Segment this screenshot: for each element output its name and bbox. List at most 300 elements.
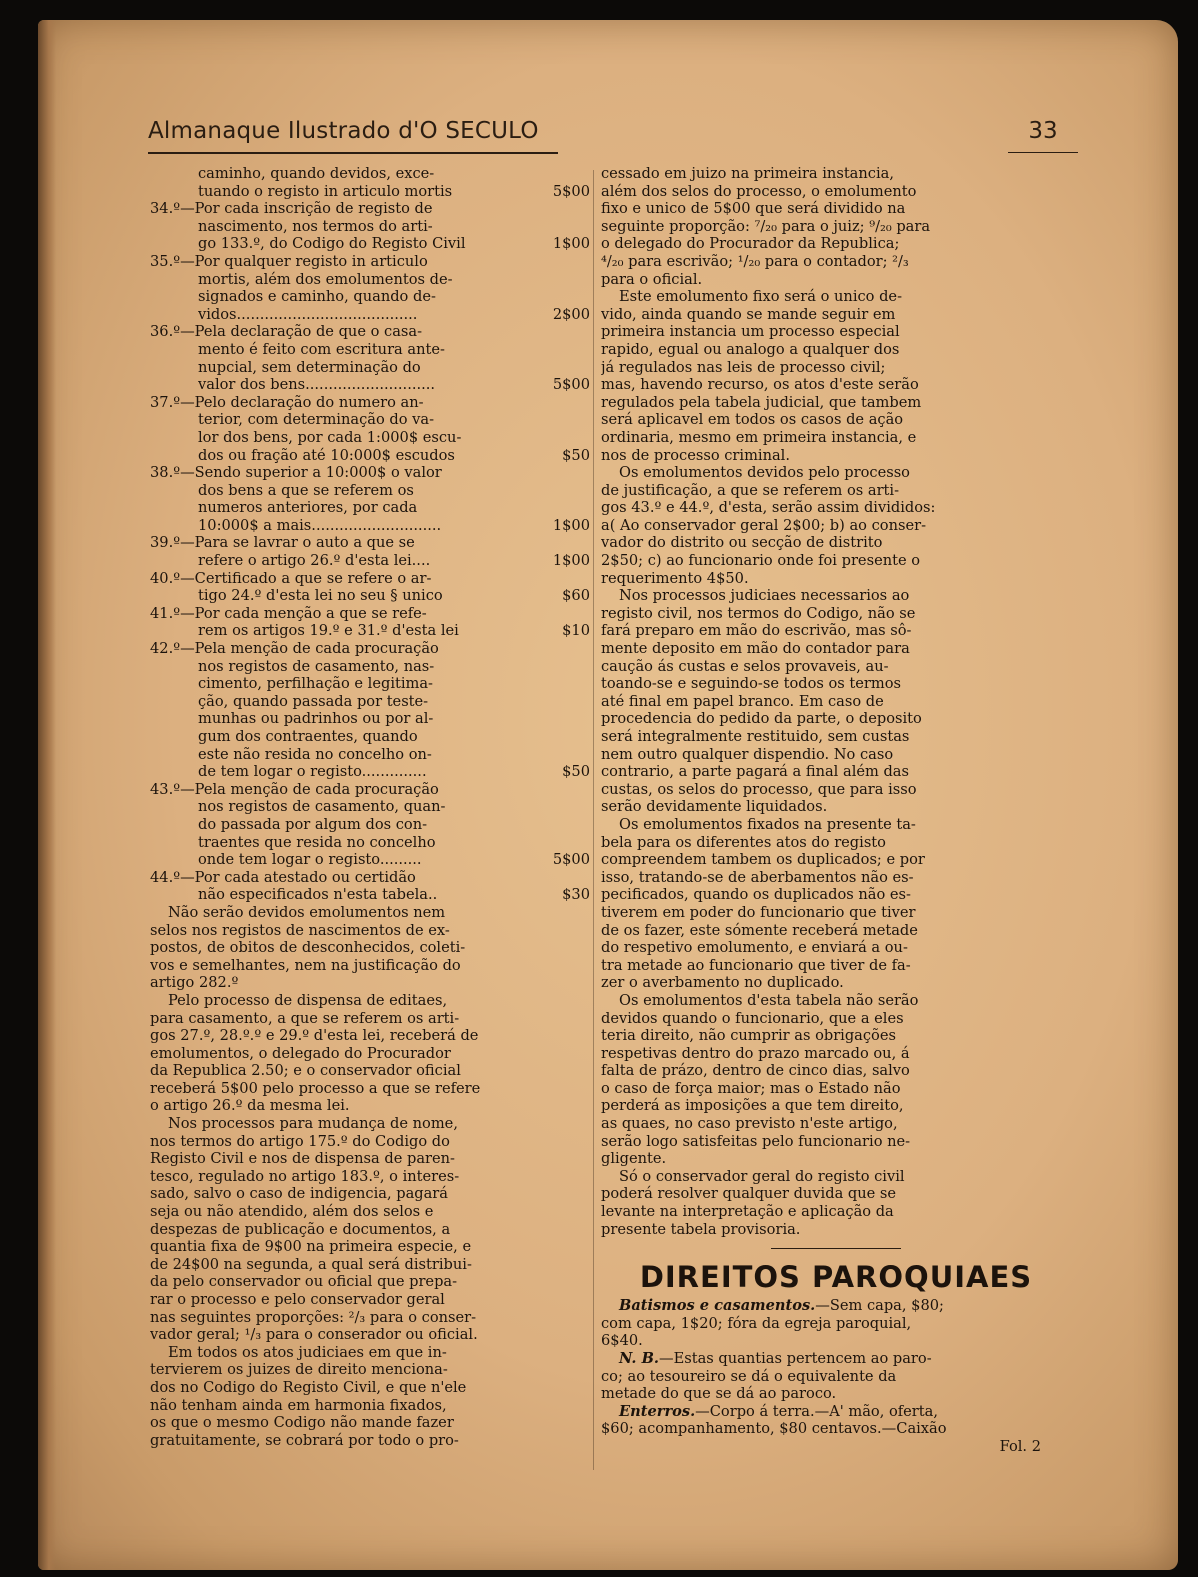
line-price: 2$00 [552, 305, 590, 323]
line-text: caução ás custas e selos provaveis, au- [601, 657, 889, 675]
text-line [150, 658, 590, 676]
line-text: gligente. [601, 1150, 667, 1168]
text-line [601, 1150, 1071, 1168]
text-line [150, 1097, 590, 1115]
text-line [150, 306, 590, 324]
line-text: $60; acompanhamento, $80 centavos.—Caixão [601, 1420, 947, 1438]
line-text: 34.º—Por cada inscrição de registo de [150, 200, 433, 218]
line-text: vidos....................................... [198, 305, 418, 323]
line-text: mente deposito em mão do contador para [601, 640, 910, 658]
line-text: requerimento 4$50. [601, 569, 749, 587]
text-line [150, 922, 590, 940]
line-text: fixo e unico de 5$00 que será dividido na [601, 200, 906, 218]
line-text: Em todos os atos judiciaes em que in- [168, 1343, 447, 1361]
line-text: as quaes, no caso previsto n'este artigo, [601, 1115, 898, 1133]
text-line [150, 1133, 590, 1151]
line-price: $50 [562, 446, 590, 464]
line-text: 2$50; c) ao funcionario onde foi presente o [601, 552, 921, 570]
line-text: 36.º—Pela declaração de que o casa- [150, 323, 423, 341]
line-text: de os fazer, este sómente receberá metade [601, 921, 918, 939]
text-line [601, 411, 1071, 429]
text-line [150, 904, 590, 922]
line-text: 39.º—Para se lavrar o auto a que se [150, 534, 415, 552]
line-text: refere o artigo 26.º d'esta lei.... [198, 552, 431, 570]
line-text: Os emolumentos d'esta tabela não serão [619, 991, 919, 1009]
text-line [150, 834, 590, 852]
line-text: co; ao tesoureiro se dá o equivalente da [601, 1367, 897, 1385]
line-text: poderá resolver qualquer duvida que se [601, 1185, 897, 1203]
text-line [601, 640, 1071, 658]
right-column-text [601, 165, 1071, 1238]
line-price: 5$00 [552, 851, 590, 869]
text-line [601, 1080, 1071, 1098]
text-line [601, 235, 1071, 253]
text-line [150, 341, 590, 359]
line-text: nascimento, nos termos do arti- [198, 217, 433, 235]
text-line [601, 323, 1071, 341]
line-text: 6$40. [601, 1332, 643, 1350]
text-line [601, 922, 1071, 940]
text-line [150, 1397, 590, 1415]
text-line [601, 992, 1071, 1010]
line-text: postos, de obitos de desconhecidos, coleti- [150, 939, 466, 957]
line-text: 40.º—Certificado a que se refere o ar- [150, 569, 432, 587]
text-line [601, 341, 1071, 359]
text-line [150, 869, 590, 887]
text-line [601, 1385, 1071, 1403]
text-line [150, 165, 590, 183]
line-text: 35.º—Por qualquer registo in articulo [150, 252, 428, 270]
text-line [601, 306, 1071, 324]
line-text: vador do distrito ou secção de distrito [601, 534, 883, 552]
line-text: Registo Civil e nos de dispensa de paren- [150, 1150, 455, 1168]
line-text: ção, quando passada por teste- [198, 692, 429, 710]
text-line [150, 1432, 590, 1450]
text-line [601, 763, 1071, 781]
line-text: da Republica 2.50; e o conservador oficial [150, 1062, 461, 1080]
line-text: munhas ou padrinhos ou por al- [198, 710, 434, 728]
line-text: este não resida no concelho on- [198, 745, 432, 763]
line-text: seja ou não atendido, além dos selos e [150, 1203, 434, 1221]
line-price: 1$00 [552, 552, 590, 570]
line-text: rem os artigos 19.º e 31.º d'esta lei [198, 622, 459, 640]
text-line [150, 939, 590, 957]
line-text: perderá as imposições a que tem direito, [601, 1097, 904, 1115]
line-text: falta de prázo, dentro de cinco dias, salvo [601, 1062, 910, 1080]
text-line [150, 746, 590, 764]
text-line [601, 1368, 1071, 1386]
line-price: 5$00 [552, 182, 590, 200]
line-price: $60 [562, 587, 590, 605]
text-line [601, 165, 1071, 183]
line-text: quantia fixa de 9$00 na primeira especie, e [150, 1238, 472, 1256]
line-text: tiverem em poder do funcionario que tiver [601, 903, 916, 921]
text-line [601, 957, 1071, 975]
text-line [601, 904, 1071, 922]
text-line [150, 640, 590, 658]
line-price: 1$00 [552, 516, 590, 534]
text-line [150, 1379, 590, 1397]
line-text: compreendem tambem os duplicados; e por [601, 851, 925, 869]
text-line [150, 1344, 590, 1362]
line-text: os que o mesmo Codigo não mande fazer [150, 1414, 454, 1432]
line-text: tervierem os juizes de direito menciona- [150, 1361, 448, 1379]
line-text: não tenham ainda em harmonia fixados, [150, 1396, 447, 1414]
line-text: vos e semelhantes, nem na justificação do [150, 956, 461, 974]
line-text: sado, salvo o caso de indigencia, pagará [150, 1185, 448, 1203]
text-line [601, 288, 1071, 306]
line-lead: N. B. [619, 1350, 659, 1367]
text-line [601, 1403, 1071, 1421]
page [38, 20, 1178, 1570]
text-line [601, 271, 1071, 289]
book-spine [38, 20, 56, 1570]
line-text: nos registos de casamento, nas- [198, 657, 435, 675]
text-line [601, 1168, 1071, 1186]
line-text: toando-se e seguindo-se todos os termos [601, 675, 902, 693]
text-line [601, 1221, 1071, 1239]
line-lead: Enterros. [619, 1402, 696, 1420]
line-text: levante na interpretação e aplicação da [601, 1203, 894, 1221]
text-line [601, 376, 1071, 394]
line-text: onde tem logar o registo......... [198, 851, 422, 869]
text-line [601, 499, 1071, 517]
line-text: artigo 282.º [150, 974, 239, 992]
text-line [150, 235, 590, 253]
text-line [150, 1115, 590, 1133]
line-text: isso, tratando-se de aberbamentos não es- [601, 868, 914, 886]
text-line [150, 447, 590, 465]
text-line [601, 798, 1071, 816]
text-line [150, 886, 590, 904]
page-number: 33 [1028, 118, 1058, 144]
text-line [150, 992, 590, 1010]
line-text: não especificados n'esta tabela.. [198, 886, 438, 904]
text-line [601, 1133, 1071, 1151]
text-line [150, 781, 590, 799]
text-line [601, 1097, 1071, 1115]
line-text: mento é feito com escritura ante- [198, 340, 445, 358]
line-text: de justificação, a que se referem os arti- [601, 481, 900, 499]
text-line [150, 1326, 590, 1344]
text-line [601, 447, 1071, 465]
text-line [601, 869, 1071, 887]
line-price: 5$00 [552, 376, 590, 394]
line-text: será aplicavel em todos os casos de ação [601, 411, 904, 429]
line-text [601, 1297, 1071, 1315]
text-line [601, 359, 1071, 377]
line-text: será integralmente restituido, sem custas [601, 728, 910, 745]
text-line [150, 957, 590, 975]
line-text: do respetivo emolumento, e enviará a ou- [601, 939, 908, 957]
line-text: traentes que resida no concelho [198, 833, 436, 851]
text-line [601, 1045, 1071, 1063]
line-text: ordinaria, mesmo em primeira instancia, e [601, 428, 917, 446]
text-line [150, 1150, 590, 1168]
text-line [601, 218, 1071, 236]
text-line [601, 1115, 1071, 1133]
text-line [150, 728, 590, 746]
text-line [150, 534, 590, 552]
line-text: nos de processo criminal. [601, 446, 790, 464]
text-line [150, 464, 590, 482]
text-line [150, 693, 590, 711]
text-line [601, 939, 1071, 957]
text-line [150, 429, 590, 447]
line-text: o artigo 26.º da mesma lei. [150, 1097, 350, 1115]
line-rest: —Sem capa, $80; [815, 1297, 944, 1315]
line-text: lor dos bens, por cada 1:000$ escu- [198, 428, 462, 446]
text-line [150, 1080, 590, 1098]
text-line [150, 1361, 590, 1379]
folio-mark: Fol. 2 [999, 1437, 1041, 1455]
line-text: custas, os selos do processo, que para isso [601, 780, 917, 798]
text-line [150, 710, 590, 728]
line-text: Não serão devidos emolumentos nem [168, 903, 446, 921]
text-line [601, 1185, 1071, 1203]
line-text: tuando o registo in articulo mortis [198, 182, 453, 200]
line-text: dos bens a que se referem os [198, 481, 414, 499]
section-title: DIREITOS PAROQUIAES [639, 1260, 1033, 1295]
line-text: 41.º—Por cada menção a que se refe- [150, 604, 427, 622]
text-line [150, 675, 590, 693]
line-text: além dos selos do processo, o emolumento [601, 182, 917, 200]
text-line [601, 183, 1071, 201]
line-text: bela para os diferentes atos do registo [601, 833, 886, 851]
text-line [150, 499, 590, 517]
line-text: 43.º—Pela menção de cada procuração [150, 780, 439, 798]
line-text: com capa, 1$20; fóra da egreja paroquial, [601, 1314, 912, 1332]
line-text: de 24$00 na segunda, a qual será distribui- [150, 1255, 472, 1273]
line-text: gratuitamente, se cobrará por todo o pro- [150, 1431, 459, 1449]
text-line [601, 429, 1071, 447]
text-line [601, 1332, 1071, 1350]
text-line [150, 816, 590, 834]
text-line [150, 359, 590, 377]
line-text: Os emolumentos devidos pelo processo [619, 464, 910, 482]
line-text: gum dos contraentes, quando [198, 728, 418, 745]
text-line [601, 253, 1071, 271]
text-line [150, 1168, 590, 1186]
line-text: gos 43.º e 44.º, d'esta, serão assim divididos: [601, 499, 936, 517]
text-line [601, 622, 1071, 640]
line-text: dos ou fração até 10:000$ escudos [198, 446, 455, 464]
line-text: fará preparo em mão do escrivão, mas sô- [601, 622, 912, 640]
text-line [601, 675, 1071, 693]
line-text: de tem logar o registo.............. [198, 763, 427, 781]
line-text: contrario, a parte pagará a final além das [601, 763, 910, 781]
line-text: emolumentos, o delegado do Procurador [150, 1044, 451, 1062]
text-line [601, 1062, 1071, 1080]
line-text: teria direito, não cumprir as obrigações [601, 1027, 896, 1045]
line-text: o caso de força maior; mas o Estado não [601, 1079, 901, 1097]
line-text: mas, havendo recurso, os atos d'este serão [601, 376, 919, 394]
line-text: signados e caminho, quando de- [198, 288, 436, 306]
left-column [150, 165, 590, 1449]
line-text: go 133.º, do Codigo do Registo Civil [198, 235, 466, 253]
text-line [150, 394, 590, 412]
text-line [601, 851, 1071, 869]
line-text: presente tabela provisoria. [601, 1220, 801, 1238]
text-line [150, 482, 590, 500]
text-line [601, 834, 1071, 852]
line-text: a( Ao conservador geral 2$00; b) ao conser- [601, 516, 926, 534]
line-text: nem outro qualquer dispendio. No caso [601, 745, 894, 763]
line-text: nas seguintes proporções: ²/₃ para o conser- [150, 1308, 477, 1326]
line-text: despezas de publicação e documentos, a [150, 1220, 451, 1238]
text-line [150, 183, 590, 201]
text-line [601, 710, 1071, 728]
text-line [601, 482, 1071, 500]
text-line [150, 622, 590, 640]
text-line [150, 1010, 590, 1028]
line-text: tigo 24.º d'esta lei no seu § unico [198, 587, 443, 605]
line-text: numeros anteriores, por cada [198, 499, 418, 517]
text-line [150, 517, 590, 535]
text-line [601, 552, 1071, 570]
line-text: caminho, quando devidos, exce- [198, 165, 435, 182]
text-line [601, 570, 1071, 588]
line-text: para casamento, a que se referem os arti- [150, 1009, 460, 1027]
line-text: do passada por algum dos con- [198, 815, 428, 833]
text-line [150, 552, 590, 570]
line-text: tra metade ao funcionario que tiver de fa- [601, 956, 911, 974]
running-header [148, 118, 1078, 158]
line-lead: Batismos e casamentos. [619, 1297, 816, 1315]
line-text: vador geral; ¹/₃ para o conserador ou oficial. [150, 1326, 478, 1344]
line-text: até final em papel branco. Em caso de [601, 692, 884, 710]
line-text: 38.º—Sendo superior a 10:000$ o valor [150, 464, 442, 482]
text-line [150, 1256, 590, 1274]
line-text: Só o conservador geral do registo civil [619, 1167, 905, 1185]
text-line [601, 658, 1071, 676]
line-text: rapido, egual ou analogo a qualquer dos [601, 340, 900, 358]
line-text: nos registos de casamento, quan- [198, 798, 446, 816]
text-line [601, 1203, 1071, 1221]
text-line [150, 763, 590, 781]
line-text: nos termos do artigo 175.º do Codigo do [150, 1132, 450, 1150]
line-text: primeira instancia um processo especial [601, 323, 900, 341]
line-text: Nos processos para mudança de nome, [168, 1115, 458, 1133]
text-line [150, 587, 590, 605]
line-text: para o oficial. [601, 270, 703, 288]
section-rule [771, 1248, 901, 1249]
text-line [601, 816, 1071, 834]
text-line [150, 798, 590, 816]
line-text: respetivas dentro do prazo marcado ou, á [601, 1044, 910, 1062]
line-text: vido, ainda quando se mande seguir em [601, 305, 896, 323]
text-line [150, 1045, 590, 1063]
text-line [150, 570, 590, 588]
line-text: Os emolumentos fixados na presente ta- [619, 815, 916, 833]
text-line [601, 587, 1071, 605]
line-text: 37.º—Pelo declaração do numero an- [150, 393, 424, 411]
line-text: 42.º—Pela menção de cada procuração [150, 640, 439, 658]
line-text [601, 1350, 1071, 1368]
line-text: nupcial, sem determinação do [198, 358, 421, 376]
text-line [150, 1185, 590, 1203]
line-text: 10:000$ a mais............................ [198, 516, 442, 534]
text-line [150, 218, 590, 236]
line-text: Pelo processo de dispensa de editaes, [168, 991, 448, 1009]
line-text: zer o averbamento no duplicado. [601, 974, 844, 992]
line-text: cessado em juizo na primeira instancia, [601, 165, 894, 182]
text-line [150, 200, 590, 218]
line-text: gos 27.º, 28.º.º e 29.º d'esta lei, receberá de [150, 1027, 479, 1045]
line-text: Nos processos judiciaes necessarios ao [619, 587, 910, 605]
line-rest: —Estas quantias pertencem ao paro- [658, 1350, 932, 1367]
line-text: registo civil, nos termos do Codigo, não se [601, 604, 916, 622]
line-text: terior, com determinação do va- [198, 411, 435, 429]
line-text: ⁴/₂₀ para escrivão; ¹/₂₀ para o contador; ²/₃ [601, 252, 909, 270]
line-text: serão logo satisfeitas pelo funcionario ne- [601, 1132, 911, 1150]
line-text: seguinte proporção: ⁷/₂₀ para o juiz; ⁹/₂₀ para [601, 217, 931, 235]
text-line [150, 253, 590, 271]
line-price: 1$00 [552, 235, 590, 253]
text-line [601, 1010, 1071, 1028]
text-line [150, 974, 590, 992]
text-line [601, 464, 1071, 482]
text-line [150, 1414, 590, 1432]
line-text: pecificados, quando os duplicados não es- [601, 886, 911, 904]
text-line [601, 693, 1071, 711]
column-divider [593, 170, 594, 1470]
line-text: receberá 5$00 pelo processo a que se refere [150, 1079, 481, 1097]
line-text: Este emolumento fixo será o unico de- [619, 288, 903, 306]
line-text: valor dos bens............................ [198, 376, 436, 394]
text-line [601, 1027, 1071, 1045]
text-line [601, 534, 1071, 552]
text-line [150, 288, 590, 306]
text-line [601, 1420, 1071, 1438]
line-text: selos nos registos de nascimentos de ex- [150, 921, 450, 939]
text-line [150, 1309, 590, 1327]
text-line [150, 851, 590, 869]
text-line [601, 746, 1071, 764]
text-line [150, 1238, 590, 1256]
text-line [150, 1291, 590, 1309]
text-line [601, 200, 1071, 218]
line-text: mortis, além dos emolumentos de- [198, 270, 453, 288]
line-text: serão devidamente liquidados. [601, 798, 828, 816]
text-line [150, 1027, 590, 1045]
line-rest: —Corpo á terra.—A' mão, oferta, [695, 1402, 938, 1420]
text-line [150, 271, 590, 289]
text-line [150, 605, 590, 623]
line-price: $10 [562, 622, 590, 640]
text-line [150, 411, 590, 429]
line-text: 44.º—Por cada atestado ou certidão [150, 868, 416, 886]
line-text [601, 1403, 1071, 1421]
text-line [601, 1315, 1071, 1333]
line-price: $30 [562, 886, 590, 904]
section-body [601, 1297, 1071, 1438]
text-line [150, 323, 590, 341]
line-text: já regulados nas leis de processo civil; [601, 358, 886, 376]
header-rule [148, 152, 558, 154]
line-text: da pelo conservador ou oficial que prepa- [150, 1273, 458, 1291]
text-line [601, 886, 1071, 904]
line-text: devidos quando o funcionario, que a eles [601, 1009, 904, 1027]
text-line [150, 1221, 590, 1239]
text-line [150, 376, 590, 394]
line-text: metade do que se dá ao paroco. [601, 1385, 837, 1403]
text-line [150, 1273, 590, 1291]
line-text: procedencia do pedido da parte, o deposito [601, 710, 922, 728]
line-text: tesco, regulado no artigo 183.º, o interes- [150, 1167, 460, 1185]
text-line [601, 605, 1071, 623]
text-line [150, 1062, 590, 1080]
